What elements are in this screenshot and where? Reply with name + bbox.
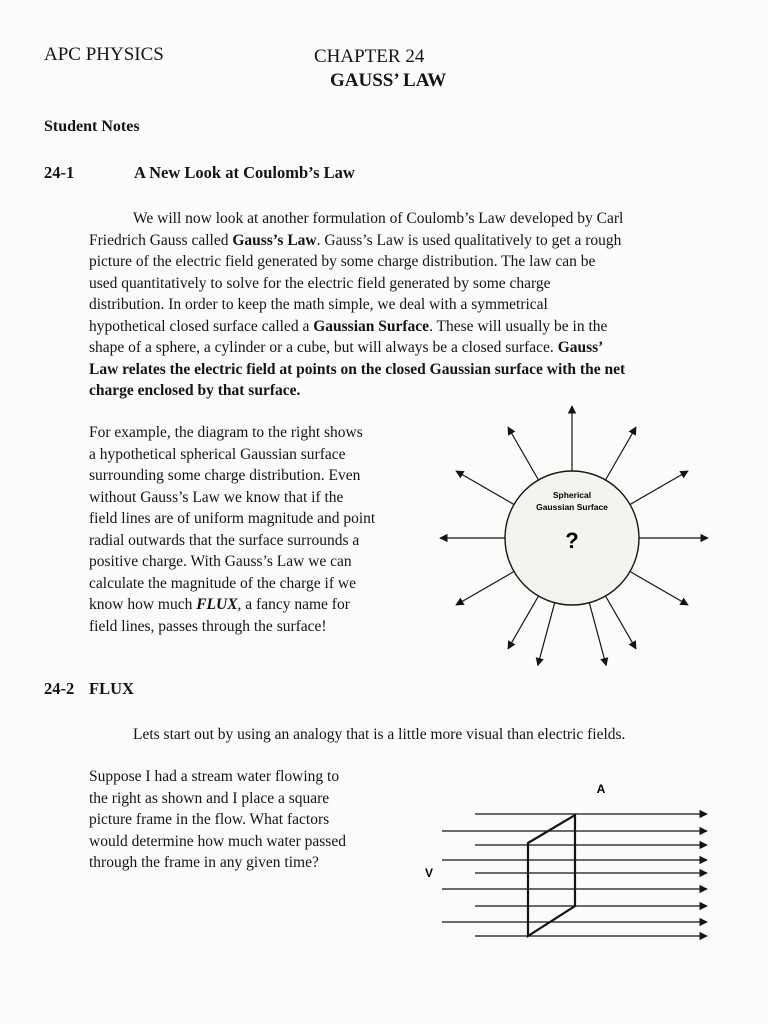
text-run: picture of the electric field generated by some charge distribution. The law can be [89, 253, 596, 270]
text-line [89, 359, 709, 381]
text-run: Law relates the electric field at points on the closed Gaussian surface with the net [89, 360, 626, 378]
text-run: radial outwards that the surface surrounds a [89, 531, 360, 549]
field-line-arrow [456, 572, 514, 606]
text-run: hypothetical closed surface called a [89, 317, 314, 335]
text-run: through the frame in any given time? [89, 854, 319, 871]
text-line [89, 487, 419, 509]
section-title-1: A New Look at Coulomb’s Law [134, 163, 355, 182]
text-run: Suppose I had a stream water flowing to [89, 768, 340, 785]
field-line-arrow [589, 603, 606, 666]
text-line [89, 273, 709, 295]
unknown-charge-mark: ? [565, 528, 579, 553]
example-paragraph [89, 422, 419, 637]
field-line-arrow [456, 471, 514, 505]
text-line [89, 530, 419, 552]
text-run: Gauss’ [557, 339, 604, 356]
field-line-arrow [606, 596, 637, 649]
text-line [89, 573, 419, 595]
text-line [89, 316, 709, 338]
text-line [89, 230, 709, 252]
text-run: surrounding some charge distribution. Even [89, 467, 361, 484]
text-run: . These will usually be in the [429, 317, 608, 335]
sphere-label-line1: Spherical [552, 490, 592, 500]
text-line [89, 422, 419, 444]
field-line-arrow [508, 427, 539, 480]
field-line-arrow [508, 596, 539, 649]
text-run: the right as shown and I place a square [89, 789, 330, 807]
text-run: field lines, passes through the surface! [89, 617, 327, 635]
field-line-arrow [630, 572, 688, 606]
chapter-number: CHAPTER 24 [314, 46, 425, 67]
student-notes-label: Student Notes [44, 118, 140, 135]
field-line-arrow [606, 427, 637, 480]
text-run: know how much [89, 596, 197, 613]
field-line-arrow [630, 471, 688, 505]
text-run: used quantitatively to solve for the electric field generated by some charge [89, 274, 551, 292]
course-title: APC PHYSICS [44, 44, 164, 65]
text-line [89, 208, 709, 230]
text-line [89, 831, 389, 853]
text-run: Friedrich Gauss called [89, 231, 233, 249]
text-line [89, 594, 419, 616]
text-line [89, 337, 709, 359]
sphere-label-line2: Gaussian Surface [536, 502, 608, 512]
chapter-title: GAUSS’ LAW [330, 70, 447, 91]
field-line-arrow [538, 603, 555, 666]
area-label: A [596, 782, 606, 796]
text-run: field lines are of uniform magnitude and point [89, 510, 376, 527]
text-run: a hypothetical spherical Gaussian surface [89, 445, 346, 463]
text-line [89, 294, 709, 316]
text-line [89, 508, 419, 530]
intro-paragraph [89, 208, 709, 402]
picture-frame [528, 815, 575, 936]
text-line [89, 616, 419, 638]
text-run: distribution. In order to keep the math simple, we deal with a symmetrical [89, 296, 548, 313]
text-line [89, 465, 419, 487]
text-run: would determine how much water passed [89, 832, 346, 850]
text-run: FLUX [196, 596, 238, 613]
text-line [89, 766, 389, 788]
section-number-1: 24-1 [44, 163, 75, 182]
text-run: Gaussian Surface [313, 317, 430, 335]
text-run: , a fancy name for [237, 596, 350, 613]
section-title-2: FLUX [89, 679, 134, 698]
text-run: For example, the diagram to the right shows [89, 424, 363, 441]
text-run: calculate the magnitude of the charge if we [89, 574, 356, 592]
velocity-label: V [424, 866, 434, 880]
section-number-2: 24-2 [44, 679, 75, 698]
text-line [89, 852, 389, 874]
text-run: . Gauss’s Law is used qualitatively to get a rough [316, 231, 622, 249]
flux-intro: Lets start out by using an analogy that is a little more visual than electric fields. [133, 726, 626, 743]
text-run: We will now look at another formulation of Coulomb’s Law developed by Carl [133, 210, 624, 227]
flux-frame-diagram [415, 775, 715, 950]
text-line [89, 551, 419, 573]
text-run: picture frame in the flow. What factors [89, 811, 330, 828]
gaussian-sphere-diagram [430, 395, 720, 690]
text-run: Gauss’s Law [232, 231, 317, 249]
text-run: shape of a sphere, a cylinder or a cube, but will always be a closed surface. [89, 339, 558, 356]
text-line [89, 444, 419, 466]
text-run: without Gauss’s Law we know that if the [89, 488, 344, 506]
text-run: positive charge. With Gauss’s Law we can [89, 553, 352, 570]
text-run: charge enclosed by that surface. [89, 382, 301, 399]
text-line [89, 809, 389, 831]
stream-paragraph [89, 766, 389, 874]
text-line [89, 788, 389, 810]
text-line [89, 251, 709, 273]
